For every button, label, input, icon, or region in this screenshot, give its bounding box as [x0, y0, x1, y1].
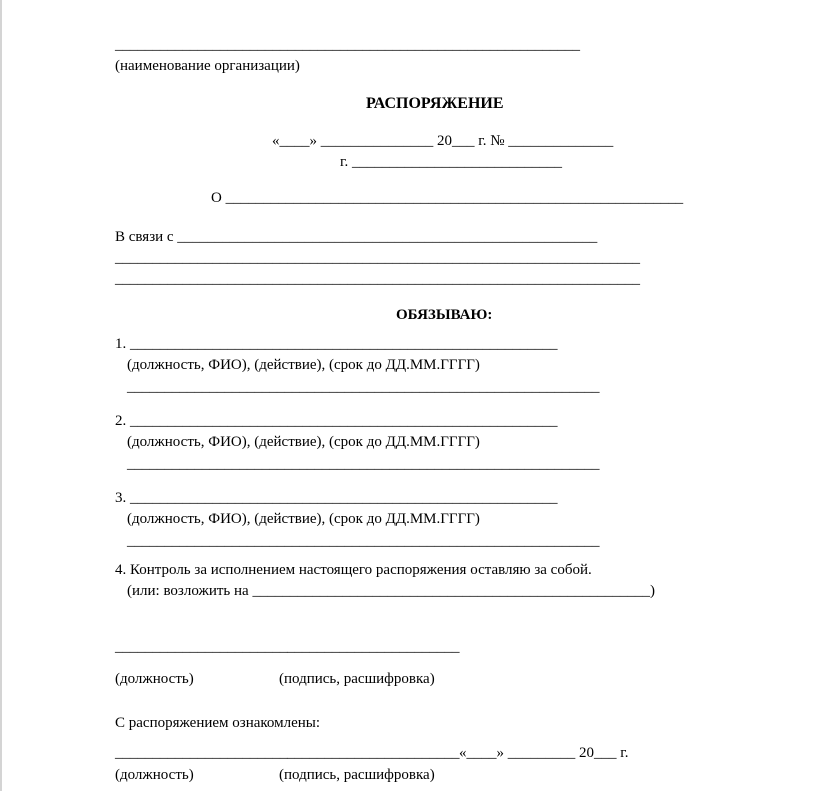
- signature-sign-line: _______________________: [287, 639, 460, 655]
- item-3-caption: (должность, ФИО), (действие), (срок до ДД.ММ.ГГГГ): [127, 511, 480, 527]
- item-2-caption: (должность, ФИО), (действие), (срок до ДД.ММ.ГГГГ): [127, 434, 480, 450]
- reason-line-2: ______________________________________________________________________: [115, 250, 640, 266]
- org-name-line: ______________________________________________________________: [115, 37, 580, 53]
- item-3-extra-line: _______________________________________________________________: [127, 533, 600, 549]
- acquainted-position-label: (должность): [115, 767, 194, 783]
- date-number-line: «____» _______________ 20___ г. № ______________: [272, 133, 614, 149]
- acquainted-sign-label: (подпись, расшифровка): [279, 767, 435, 783]
- signature-position-line: _______________________: [115, 639, 288, 655]
- item-3-line: 3. _________________________________________________________: [115, 490, 558, 506]
- control-line-2: (или: возложить на _____________________________________________________): [127, 583, 655, 599]
- item-2-extra-line: _______________________________________________________________: [127, 456, 600, 472]
- acquainted-title: С распоряжением ознакомлены:: [115, 715, 321, 731]
- subject-line: О _____________________________________________________________: [211, 190, 684, 206]
- acquainted-sign-line: _______________________: [287, 745, 460, 761]
- control-line-1: 4. Контроль за исполнением настоящего распоряжения оставляю за собой.: [115, 562, 592, 578]
- item-1-line: 1. _________________________________________________________: [115, 336, 558, 352]
- signature-position-label: (должность): [115, 671, 194, 687]
- signature-sign-label: (подпись, расшифровка): [279, 671, 435, 687]
- reason-line-1: В связи с ________________________________________________________: [115, 229, 598, 245]
- item-2-line: 2. _________________________________________________________: [115, 413, 558, 429]
- reason-line-3: ______________________________________________________________________: [115, 271, 640, 287]
- item-1-caption: (должность, ФИО), (действие), (срок до ДД.ММ.ГГГГ): [127, 357, 480, 373]
- item-1-extra-line: _______________________________________________________________: [127, 379, 600, 395]
- city-line: г. ____________________________: [340, 154, 562, 170]
- order-heading: ОБЯЗЫВАЮ:: [396, 307, 493, 323]
- org-name-caption: (наименование организации): [115, 58, 300, 74]
- page-edge: [0, 0, 2, 791]
- document-title: РАСПОРЯЖЕНИЕ: [366, 95, 504, 112]
- acquainted-position-line: _______________________: [115, 745, 288, 761]
- acquainted-date-line: «____» _________ 20___ г.: [459, 745, 629, 761]
